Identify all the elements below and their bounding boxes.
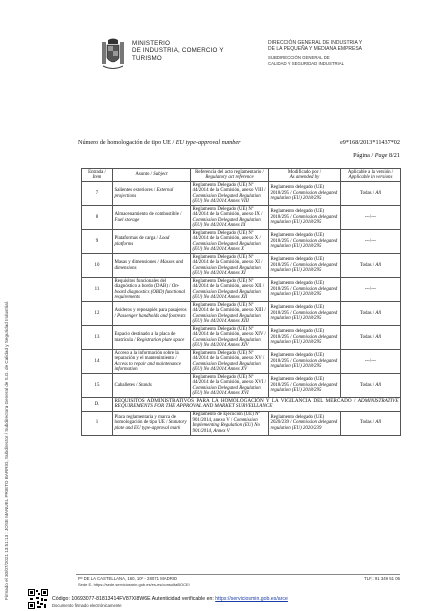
directorate-line: DE LA PEQUEÑA Y MEDIANA EMPRESA — [268, 46, 363, 53]
row-applicable: ---/--- — [341, 278, 401, 302]
homologation-label: Número de homologación de tipo UE / EU type-approval number — [78, 139, 241, 146]
row-subject: Almacenamiento de combustible / Fuel storage — [113, 206, 191, 230]
subdirectorate-line: SUBDIRECCIÓN GENERAL DE — [268, 55, 330, 61]
verification-code: Código: 10693077-81813414FV87XI8W6E Autenticidad verificable en: https://serviciosmin.gob.es/arce — [52, 596, 288, 602]
row-subject: Masas y dimensiones / Masses and dimensions — [113, 254, 191, 278]
row-reference: Reglamento Delegado (UE) Nº 44/2014 de la Comisión, anexo X / Commission Delegated Regulation (EU) No 44/2014 Annex X — [191, 230, 269, 254]
footer-url: Sede E- https://sede.serviciosmin.gob.es/es-es/consultaBOCE/ — [78, 582, 190, 587]
table-row — [82, 302, 401, 326]
row-subject: Requisitos funcionales del diagnóstico a bordo (DAB) / On-board diagnostics (OBD) functional requirements — [113, 278, 191, 302]
row-reference: Reglamento Delegado (UE) Nº 44/2014 de la Comisión, anexo XV / Commission Delegated Regulation (EU) No 44/2014 Annex XV — [191, 350, 269, 374]
table-row — [82, 374, 401, 398]
footer-address: Pº DE LA CASTELLANA, 160, 10º - 28071 MADRID — [78, 576, 178, 581]
row-reference: Reglamento Delegado (UE) Nº 44/2014 de la Comisión, anexo XVI / Commission Delegated Regulation (EU) No 44/2014 Annex XVI — [191, 374, 269, 398]
row-amended-by: Reglamento delegado (UE) 2018/295 / Commission delegated regulation (EU) 2018/295 — [269, 182, 341, 206]
row-applicable: Todas / All — [341, 326, 401, 350]
section-letter: D. — [82, 398, 113, 412]
section-title: REQUISITOS ADMINISTRATIVOS PARA LA HOMOLOGACIÓN Y LA VIGILANCIA DEL MERCADO / ADMINISTRATIVE REQUIREMENTS FOR THE APPROVAL AND MARKET SURVEILLANCE — [114, 397, 399, 410]
homologation-number: e9*168/2013*11437*02 — [340, 139, 400, 146]
row-amended-by: Reglamento delegado (UE) 2018/295 / Commission delegated regulation (EU) 2018/295 — [269, 230, 341, 254]
subdirectorate-name — [268, 55, 362, 66]
section-d-row — [82, 398, 401, 412]
header-subject: Asunto / Subject — [113, 169, 191, 182]
ministry-line: DE INDUSTRIA, COMERCIO Y — [132, 47, 224, 55]
header-mod: Modificado por / As amended by — [269, 169, 341, 182]
row-amended-by: Reglamento delegado (UE) 2018/295 / Commission delegated regulation (EU) 2018/295 — [269, 326, 341, 350]
row-number: 12 — [82, 302, 113, 326]
ministry-line: MINISTERIO — [132, 40, 171, 47]
row-applicable: Todas / All — [341, 254, 401, 278]
row-amended-by: Reglamento delegado (UE) 2018/295 / Commission delegated regulation (EU) 2018/295 — [269, 254, 341, 278]
row-reference: Reglamento Delegado (UE) Nº 44/2014 de la Comisión, anexo XI / Commission Delegated Regulation (EU) No 44/2014 Annex XI — [191, 254, 269, 278]
ministry-name — [132, 40, 224, 62]
footer-divider — [76, 574, 400, 575]
row-applicable: Todas / All — [341, 182, 401, 206]
row-applicable: ---/--- — [341, 350, 401, 374]
row-applicable: Todas / All — [341, 302, 401, 326]
row-number: 10 — [82, 254, 113, 278]
row-amended-by: Reglamento delegado (UE) 2018/295 / Commission delegated regulation (EU) 2018/295 — [269, 374, 341, 398]
row-amended-by: Reglamento delegado (UE) 2020/239 / Commission delegated regulation (EU) 2020/239 — [269, 411, 341, 435]
header-item: Entrada / Item — [82, 169, 113, 182]
ministry-line: TURISMO — [132, 54, 162, 62]
row-number: 13 — [82, 326, 113, 350]
row-subject: Plataformas de carga / Load platforms — [113, 230, 191, 254]
directorate-name — [268, 40, 362, 66]
row-number: 8 — [82, 206, 113, 230]
row-subject: Placa reglamentaria y marca de homologación de tipo UE / Statutory plate and EU type-approval mark — [113, 411, 191, 435]
table-row — [82, 278, 401, 302]
directorate-line: DIRECCIÓN GENERAL DE INDUSTRIA Y — [268, 40, 363, 46]
table-row — [82, 206, 401, 230]
row-reference: Reglamento Delegado (UE) Nº 44/2014 de la Comisión, anexo XII / Commission Delegated Regulation (EU) No 44/2014 Annex XII — [191, 278, 269, 302]
row-subject: Caballetes / Stands — [113, 374, 191, 398]
row-subject: Espacio destinado a la placa de matrícula / Registration plate space — [113, 326, 191, 350]
table-row — [82, 182, 401, 206]
row-number: 11 — [82, 278, 113, 302]
row-applicable: Todas / All — [341, 374, 401, 398]
row-number: 14 — [82, 350, 113, 374]
row-reference: Reglamento Delegado (UE) Nº 44/2014 de la Comisión, anexo IX / Commission Delegated Regulation (EU) No 44/2014 Annex IX — [191, 206, 269, 230]
row-amended-by: Reglamento delegado (UE) 2018/295 / Commission delegated regulation (EU) 2018/295 — [269, 206, 341, 230]
subdirectorate-line: CALIDAD Y SEGURIDAD INDUSTRIAL — [268, 60, 345, 66]
row-reference: Reglamento de Ejecución (UE) Nº 901/2014, anexo V / Commission Implementing Regulation (EU) No 901/2014, Annex V — [191, 411, 269, 435]
row-reference: Reglamento Delegado (UE) Nº 44/2014 de la Comisión, anexo XIV / Commission Delegated Regulation (EU) No 44/2014 Annex XIV — [191, 326, 269, 350]
table-row — [82, 254, 401, 278]
header-app: Aplicable a la versión / Applicable in versions — [341, 169, 401, 182]
letterhead — [0, 0, 435, 100]
row-applicable: ---/--- — [341, 206, 401, 230]
signature-note: Documento firmado electrónicamente — [52, 603, 122, 608]
row-applicable: Todas / All — [341, 411, 401, 435]
row-number: 7 — [82, 182, 113, 206]
row-number: 15 — [82, 374, 113, 398]
qr-code-icon — [28, 589, 48, 609]
row-amended-by: Reglamento delegado (UE) 2018/295 / Commission delegated regulation (EU) 2018/295 — [269, 350, 341, 374]
table-row — [82, 230, 401, 254]
row-applicable: ---/--- — [341, 230, 401, 254]
row-reference: Reglamento Delegado (UE) Nº 44/2014 de la Comisión, anexo VIII / Commission Delegated Regulation (EU) No 44/2014 Annex VIII — [191, 182, 269, 206]
row-number: 9 — [82, 230, 113, 254]
row-amended-by: Reglamento delegado (UE) 2018/295 / Commission delegated regulation (EU) 2018/295 — [269, 278, 341, 302]
row-reference: Reglamento Delegado (UE) Nº 44/2014 de la Comisión, anexo XIII / Commission Delegated Regulation (EU) No 44/2014 Annex XIII — [191, 302, 269, 326]
requirements-table — [81, 168, 401, 436]
coat-of-arms-icon — [100, 38, 126, 72]
table-row — [82, 350, 401, 374]
table-row — [82, 326, 401, 350]
row-number: 1 — [82, 411, 113, 435]
table-header-row — [82, 169, 401, 182]
signature-side-text: Firmado el 30/07/2021 13:51:13 : JOSE MANUEL PRIETO BARRIO, Subdirector / Subdirectora General de S.G. de Calidad y Seguridad Industrial. — [4, 301, 9, 600]
header-ref: Referencia del acto reglamentario / Regulatory act reference — [191, 169, 269, 182]
row-subject: Acceso a la información sobre la reparación y el mantenimiento / Access to repair and maintenance information — [113, 350, 191, 374]
row-subject: Salientes exteriores / External projections — [113, 182, 191, 206]
footer-phone: TLF.: 91 349 51 06 — [364, 576, 400, 581]
page-number: Página / Page 8/21 — [353, 152, 400, 159]
verification-link[interactable]: https://serviciosmin.gob.es/arce — [215, 596, 288, 602]
row-subject: Asideros y reposapiés para pasajeros / Passenger handholds and footrests — [113, 302, 191, 326]
table-row — [82, 411, 401, 435]
row-amended-by: Reglamento delegado (UE) 2018/295 / Commission delegated regulation (EU) 2018/295 — [269, 302, 341, 326]
